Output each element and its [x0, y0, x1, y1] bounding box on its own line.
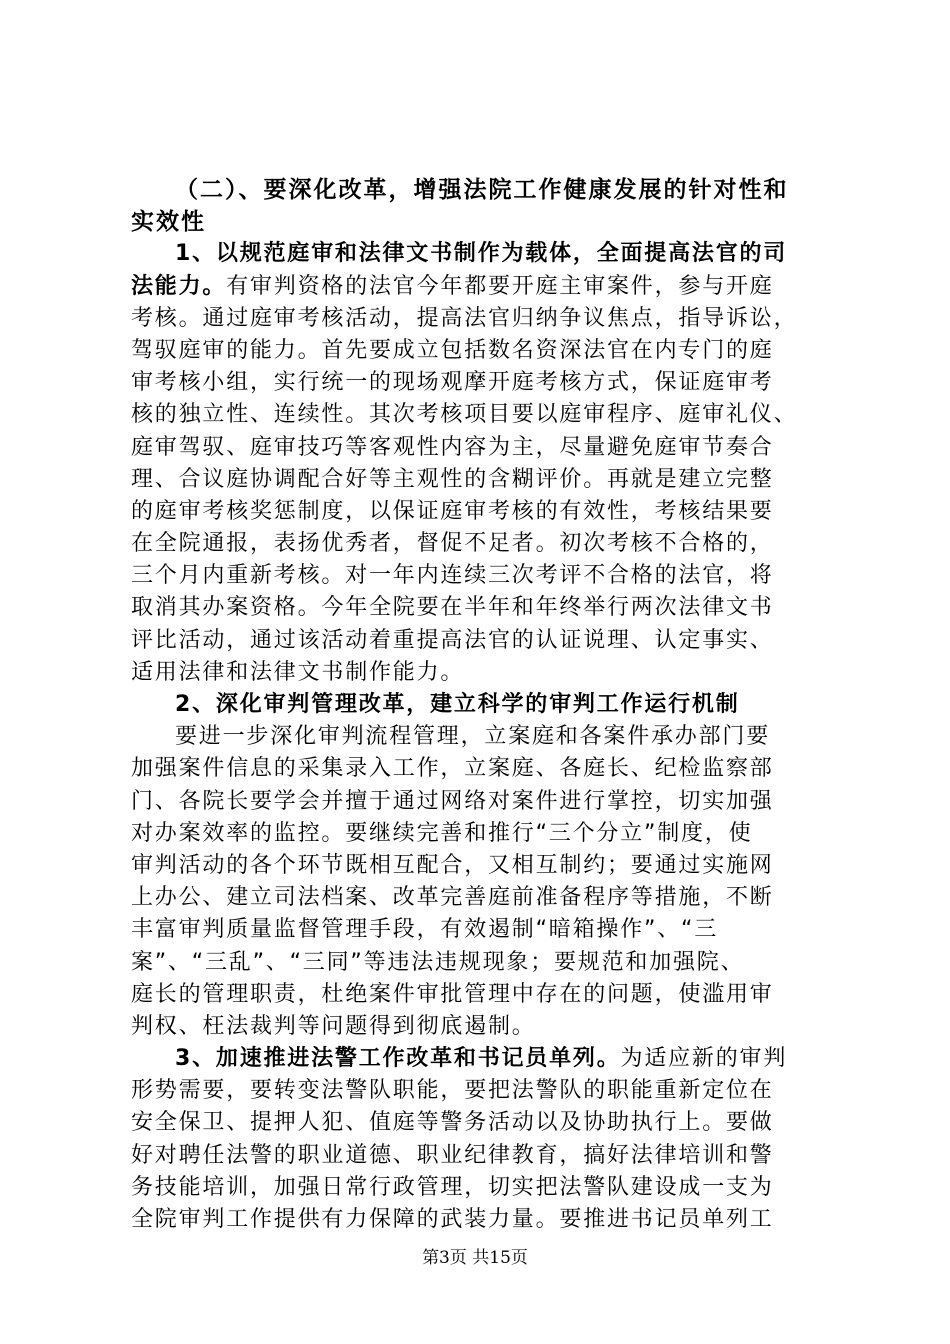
- paragraph-line: 加强案件信息的采集录入工作，立案庭、各庭长、纪检监察部: [131, 756, 774, 782]
- subsection-3-title: 3、加速推进法警工作改革和书记员单列。: [175, 1046, 621, 1072]
- paragraph-line: 上办公、建立司法档案、改革完善庭前准备程序等措施，不断: [131, 885, 774, 911]
- subsection-3-text: 为适应新的审判: [620, 1046, 788, 1072]
- paragraph-line: 务技能培训，加强日常行政管理，切实把法警队建设成一支为: [131, 1174, 774, 1200]
- paragraph-line: 取消其办案资格。今年全院要在半年和年终举行两次法律文书: [131, 595, 774, 621]
- paragraph-line: 对办案效率的监控。要继续完善和推行“三个分立”制度，使: [131, 820, 753, 846]
- subsection-1-text: 有审判资格的法官今年都要开庭主审案件，参与开庭: [226, 273, 774, 299]
- document-body: [131, 174, 835, 1236]
- section-heading-line-2: 实效性: [131, 209, 206, 236]
- subsection-1-title-line-1: 1、以规范庭审和法律文书制作为载体，全面提高法官的司: [175, 241, 788, 267]
- paragraph-line: 安全保卫、提押人犯、值庭等警务活动以及协助执行上。要做: [131, 1110, 774, 1136]
- paragraph-line: 要进一步深化审判流程管理，立案庭和各案件承办部门要: [175, 724, 771, 750]
- paragraph-line: 判权、枉法裁判等问题得到彻底遏制。: [131, 1013, 536, 1039]
- paragraph-line: 驾驭庭审的能力。首先要成立包括数名资深法官在内专门的庭: [131, 337, 774, 363]
- subsection-1-title-line-2: 法能力。: [131, 273, 227, 299]
- paragraph-line: 好对聘任法警的职业道德、职业纪律教育，搞好法律培训和警: [131, 1142, 774, 1168]
- paragraph-line: 的庭审考核奖惩制度，以保证庭审考核的有效性，考核结果要: [131, 498, 774, 524]
- paragraph-line: 考核。通过庭审考核活动，提高法官归纳争议焦点，指导诉讼，: [131, 305, 798, 331]
- paragraph-line: 案”、“三乱”、“三同”等违法违规现象；要规范和加强院、: [131, 949, 745, 975]
- paragraph-line: 审判活动的各个环节既相互配合，又相互制约；要通过实施网: [131, 852, 774, 878]
- section-heading-line-1: （二）、要深化改革，增强法院工作健康发展的针对性和: [175, 177, 789, 203]
- paragraph-line: 全院审判工作提供有力保障的武装力量。要推进书记员单列工: [131, 1207, 774, 1232]
- subsection-1-line-1: [131, 271, 835, 303]
- paragraph-line: 丰富审判质量监督管理手段，有效遏制“暗箱操作”、“三: [131, 917, 718, 943]
- subsection-2-title: 2、深化审判管理改革，建立科学的审判工作运行机制: [175, 692, 740, 717]
- paragraph-line: 庭长的管理职责，杜绝案件审批管理中存在的问题，使滥用审: [131, 981, 774, 1007]
- paragraph-line: 在全院通报，表扬优秀者，督促不足者。初次考核不合格的，: [131, 531, 774, 557]
- paragraph-line: 理、合议庭协调配合好等主观性的含糊评价。再就是建立完整: [131, 466, 774, 492]
- paragraph-line: 形势需要，要转变法警队职能，要把法警队的职能重新定位在: [131, 1078, 774, 1104]
- paragraph-line: 三个月内重新考核。对一年内连续三次考评不合格的法官，将: [131, 563, 774, 589]
- paragraph-line: 庭审驾驭、庭审技巧等客观性内容为主，尽量避免庭审节奏合: [131, 434, 774, 460]
- paragraph-line: 审考核小组，实行统一的现场观摩开庭考核方式，保证庭审考: [131, 370, 774, 396]
- page-number-footer: 第3页 共15页: [422, 1248, 528, 1268]
- paragraph-line: 核的独立性、连续性。其次考核项目要以庭审程序、庭审礼仪、: [131, 402, 798, 428]
- paragraph-line: 评比活动，通过该活动着重提高法官的认证说理、认定事实、: [131, 627, 774, 653]
- subsection-3-line-1: [131, 1043, 835, 1075]
- paragraph-line: 适用法律和法律文书制作能力。: [131, 659, 465, 685]
- paragraph-line: 门、各院长要学会并擅于通过网络对案件进行掌控，切实加强: [131, 788, 774, 814]
